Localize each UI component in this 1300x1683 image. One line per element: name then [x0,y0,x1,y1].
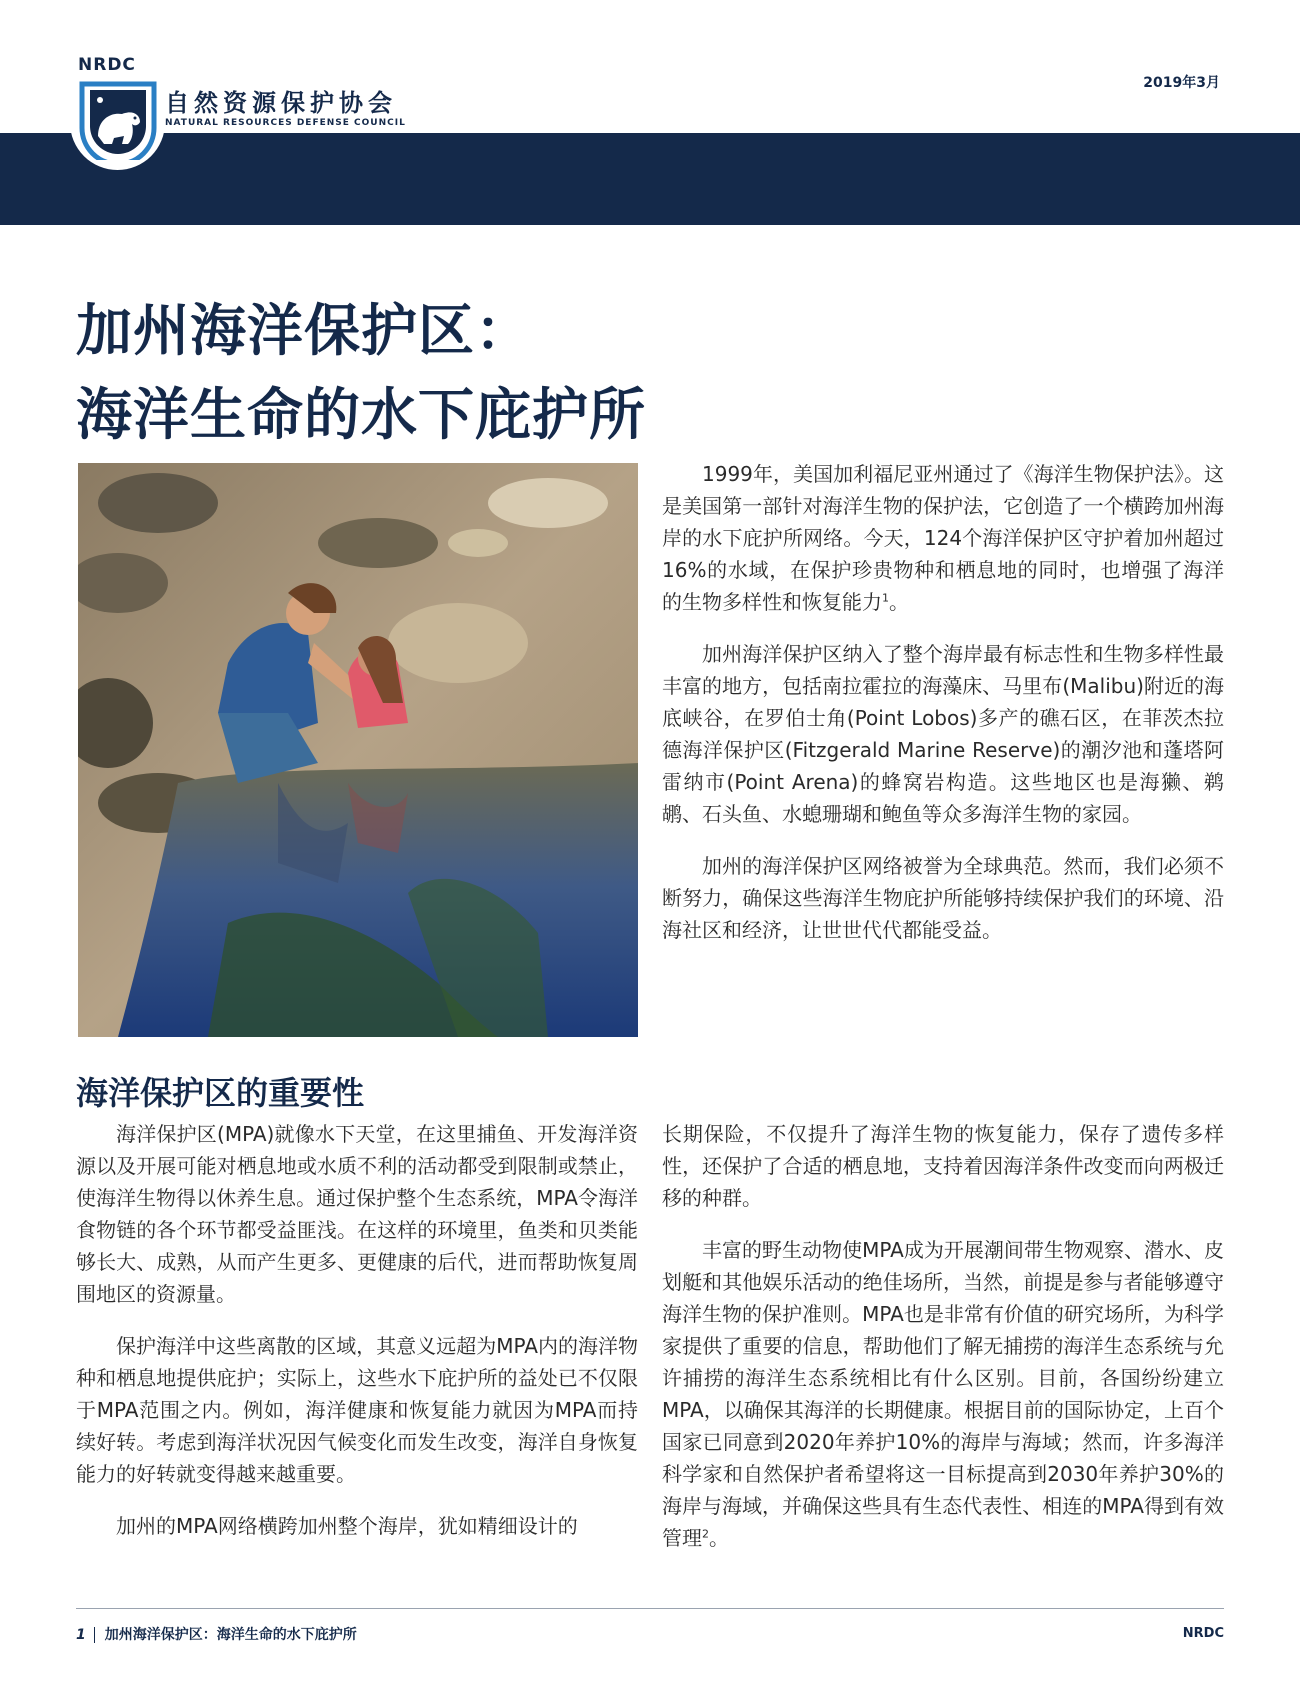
intro-paragraph-2: 加州海洋保护区纳入了整个海岸最有标志性和生物多样性最丰富的地方，包括南拉霍拉的海藻床、马里布(Malibu)附近的海底峡谷，在罗伯士角(Point Lobos)多产的礁石区，在菲茨杰拉德海洋保护区(Fitzgerald Marine Reserve)的潮汐池和蓬塔阿雷纳市(Point Arena)的蜂窝岩构造。这些地区也是海獭、鹈鹕、石头鱼、水螅珊瑚和鲍鱼等众多海洋生物的家园。 [662,642,1224,826]
logo-chinese-name: 自然资源保护协会 [165,89,397,117]
page-title [76,290,646,458]
title-line-2: 海洋生命的水下庇护所 [76,383,646,448]
left-paragraph-2: 保护海洋中这些离散的区域，其意义远超为MPA内的海洋物种和栖息地提供庇护；实际上，这些水下庇护所的益处已不仅限于MPA范围之内。例如，海洋健康和恢复能力就因为MPA而持续好转。考虑到海洋状况因气候变化而发生改变，海洋自身恢复能力的好转就变得越来越重要。 [76,1334,638,1486]
footer-separator [94,1627,95,1643]
page-number: 1 [76,1627,86,1643]
section-heading: 海洋保护区的重要性 [76,1074,365,1112]
left-paragraph-1: 海洋保护区(MPA)就像水下天堂，在这里捕鱼、开发海洋资源以及开展可能对栖息地或水质不利的活动都受到限制或禁止，使海洋生物得以休养生息。通过保护整个生态系统，MPA令海洋食物链的各个环节都受益匪浅。在这样的环境里，鱼类和贝类能够长大、成熟，从而产生更多、更健康的后代，进而帮助恢复周围地区的资源量。 [76,1122,638,1306]
footer-running-head [76,1624,357,1644]
header-band [0,133,1300,225]
footer-title: 加州海洋保护区：海洋生命的水下庇护所 [104,1627,357,1643]
publication-date: 2019年3月 [1143,75,1220,91]
intro-text [662,458,1224,966]
footnote-2: 2 [702,1527,709,1541]
right-column [662,1118,1224,1574]
footer-divider [76,1608,1224,1609]
left-column [76,1118,638,1562]
right-paragraph-2 [662,1234,1224,1554]
polar-bear-logo-icon [78,80,158,160]
logo-english-name: NATURAL RESOURCES DEFENSE COUNCIL [165,118,406,128]
title-line-1: 加州海洋保护区： [76,299,532,364]
right-paragraph-1: 长期保险，不仅提升了海洋生物的恢复能力，保存了遗传多样性，还保护了合适的栖息地，支持着因海洋条件改变而向两极迁移的种群。 [662,1122,1224,1210]
intro-paragraph-1-text: 1999年，美国加利福尼亚州通过了《海洋生物保护法》。这是美国第一部针对海洋生物的保护法，它创造了一个横跨加州海岸的水下庇护所网络。今天，124个海洋保护区守护着加州超过16%的水域，在保护珍贵物种和栖息地的同时，也增强了海洋的生物多样性和恢复能力 [662,462,1224,614]
intro-paragraph-3: 加州的海洋保护区网络被誉为全球典范。然而，我们必须不断努力，确保这些海洋生物庇护所能够持续保护我们的环境、沿海社区和经济，让世世代代都能受益。 [662,854,1224,942]
intro-paragraph-1 [662,458,1224,618]
footnote-1: 1 [882,591,889,605]
intro-paragraph-1-end: 。 [889,590,909,614]
footer-brand: NRDC [1182,1626,1224,1641]
logo-abbreviation: NRDC [78,55,136,75]
right-paragraph-2-end: 。 [709,1526,729,1550]
tide-pool-photo [78,463,638,1037]
right-paragraph-2-text: 丰富的野生动物使MPA成为开展潮间带生物观察、潜水、皮划艇和其他娱乐活动的绝佳场所，当然，前提是参与者能够遵守海洋生物的保护准则。MPA也是非常有价值的研究场所，为科学家提供了重要的信息，帮助他们了解无捕捞的海洋生态系统与允许捕捞的海洋生态系统相比有什么区别。目前，各国纷纷建立MPA，以确保其海洋的长期健康。根据目前的国际协定，上百个国家已同意到2020年养护10%的海岸与海域；然而，许多海洋科学家和自然保护者希望将这一目标提高到2030年养护30%的海岸与海域，并确保这些具有生态代表性、相连的MPA得到有效管理 [662,1238,1224,1550]
left-paragraph-3: 加州的MPA网络横跨加州整个海岸，犹如精细设计的 [116,1514,578,1538]
